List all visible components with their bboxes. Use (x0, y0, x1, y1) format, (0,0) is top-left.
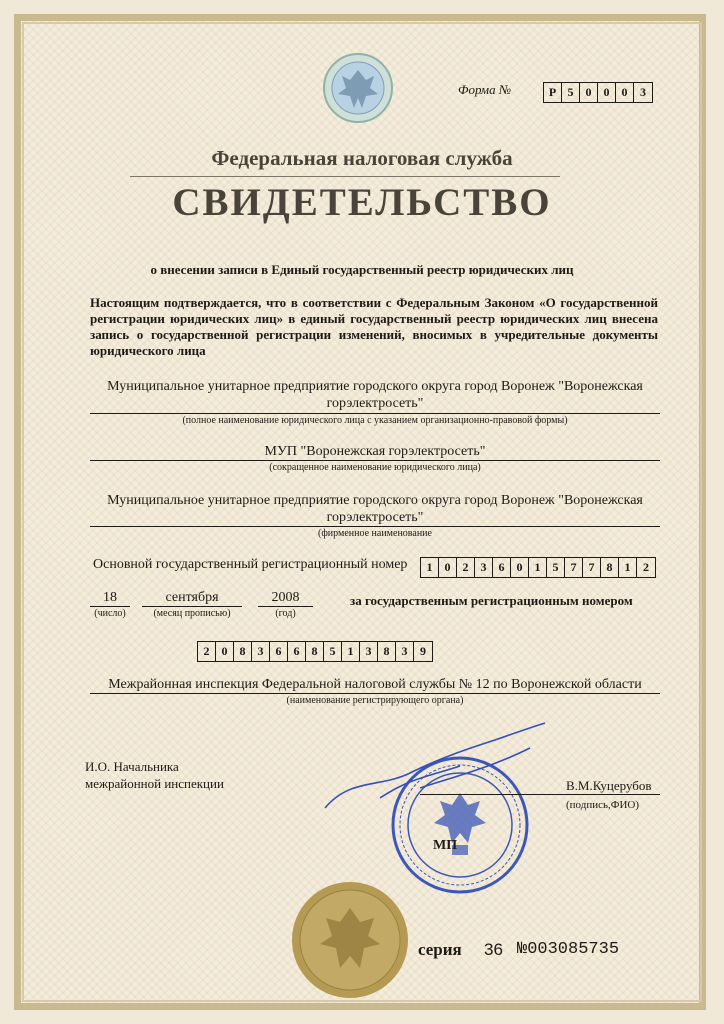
form-code-box: 0 (616, 83, 634, 102)
ogrn-digit-box: 7 (565, 558, 583, 577)
agency-underline (130, 176, 560, 177)
reg-number-digit-box: 3 (396, 642, 414, 661)
form-code-box: Р (544, 83, 562, 102)
confirmation-paragraph: Настоящим подтверждается, что в соответствии с Федеральным Законом «О государственной регистрации юридических лиц» в единый государственный реестр юридических лиц внесена запись о государственной регистрации изменений, вносимых в учредительные документы юридического лица (90, 295, 658, 358)
date-day: 18 (103, 590, 117, 605)
reg-number-digit-box: 6 (288, 642, 306, 661)
document-subtitle: о внесении записи в Единый государственный реестр юридических лиц (150, 262, 574, 277)
signatory-title-line2: межрайонной инспекции (85, 776, 224, 791)
date-year-line (258, 606, 313, 607)
reg-number-digit-box: 8 (378, 642, 396, 661)
date-month: сентября (165, 590, 219, 605)
ogrn-digit-box: 6 (493, 558, 511, 577)
date-day-caption: (число) (94, 608, 126, 619)
reg-number-digit-box: 5 (324, 642, 342, 661)
signature-caption: (подпись,ФИО) (566, 799, 639, 811)
date-month-line (142, 606, 242, 607)
reg-number-digit-box: 9 (420, 644, 426, 658)
ogrn-digit-box: 1 (529, 558, 547, 577)
ogrn-digit-box: 0 (511, 558, 529, 577)
ogrn-digit-box: 3 (475, 558, 493, 577)
form-code-box: 0 (598, 83, 616, 102)
date-day-line (90, 606, 130, 607)
ogrn-digit-box: 5 (547, 558, 565, 577)
document-title: СВИДЕТЕЛЬСТВО (172, 181, 552, 224)
reg-number-digit-box: 8 (234, 642, 252, 661)
authority-value: Межрайонная инспекция Федеральной налоговой службы № 12 по Воронежской области (108, 677, 642, 692)
ogrn-digit-box: 1 (421, 558, 439, 577)
short-name-underline (90, 460, 660, 461)
form-code-box: 0 (580, 83, 598, 102)
series-value: 36 (484, 940, 503, 959)
authority-caption: (наименование регистрирующего органа) (286, 695, 464, 706)
form-label: Форма № (458, 82, 512, 97)
form-code-box: 3 (640, 85, 646, 99)
form-code-box: 5 (562, 83, 580, 102)
reg-number-digit-box: 1 (342, 642, 360, 661)
firm-name-underline (90, 526, 660, 527)
ogrn-digit-box: 1 (619, 558, 637, 577)
mp-label: МП (433, 838, 458, 853)
reg-number-digit-box: 8 (306, 642, 324, 661)
date-year: 2008 (271, 590, 300, 605)
hologram-emblem-icon (322, 52, 394, 124)
agency-name: Федеральная налоговая служба (211, 146, 513, 170)
reg-number-digit-box: 3 (252, 642, 270, 661)
ogrn-digit-box: 7 (583, 558, 601, 577)
reg-number-digit-box: 3 (360, 642, 378, 661)
short-name-value: МУП "Воронежская горэлектросеть" (264, 444, 486, 459)
firm-name-caption: (фирменное наименование (318, 528, 432, 539)
ogrn-digit-box: 0 (439, 558, 457, 577)
signature-underline (420, 794, 660, 795)
signatory-name: В.М.Куцерубов (566, 778, 652, 793)
handwritten-signature-icon (320, 718, 550, 818)
ogrn-digits (420, 557, 656, 578)
authority-underline (90, 693, 660, 694)
reg-number-label: за государственным регистрационным номером (350, 593, 633, 608)
series-label: серия (418, 940, 462, 959)
signatory-title (85, 758, 224, 792)
form-code (543, 82, 653, 103)
date-month-caption: (месяц прописью) (153, 608, 231, 619)
reg-number-digit-box: 2 (198, 642, 216, 661)
date-year-caption: (год) (275, 608, 296, 619)
ogrn-label: Основной государственный регистрационный номер (93, 557, 408, 572)
full-name-value: Муниципальное унитарное предприятие городского округа город Воронеж "Воронежская горэлектросеть" (107, 379, 643, 411)
full-name-caption: (полное наименование юридического лица с указанием организационно-правовой формы) (182, 415, 568, 426)
ogrn-digit-box: 2 (643, 560, 649, 574)
signatory-title-line1: И.О. Начальника (85, 759, 179, 774)
reg-number-digit-box: 6 (270, 642, 288, 661)
ogrn-digit-box: 2 (457, 558, 475, 577)
gold-seal-icon (290, 880, 410, 1000)
ogrn-digit-box: 8 (601, 558, 619, 577)
firm-name-value: Муниципальное унитарное предприятие городского округа город Воронеж "Воронежская горэлектросеть" (107, 493, 643, 525)
short-name-caption: (сокращенное наименование юридического лица) (269, 462, 481, 473)
reg-number-digits (197, 641, 433, 662)
reg-number-digit-box: 0 (216, 642, 234, 661)
full-name-underline (90, 413, 660, 414)
certificate-number: №003085735 (517, 940, 620, 959)
